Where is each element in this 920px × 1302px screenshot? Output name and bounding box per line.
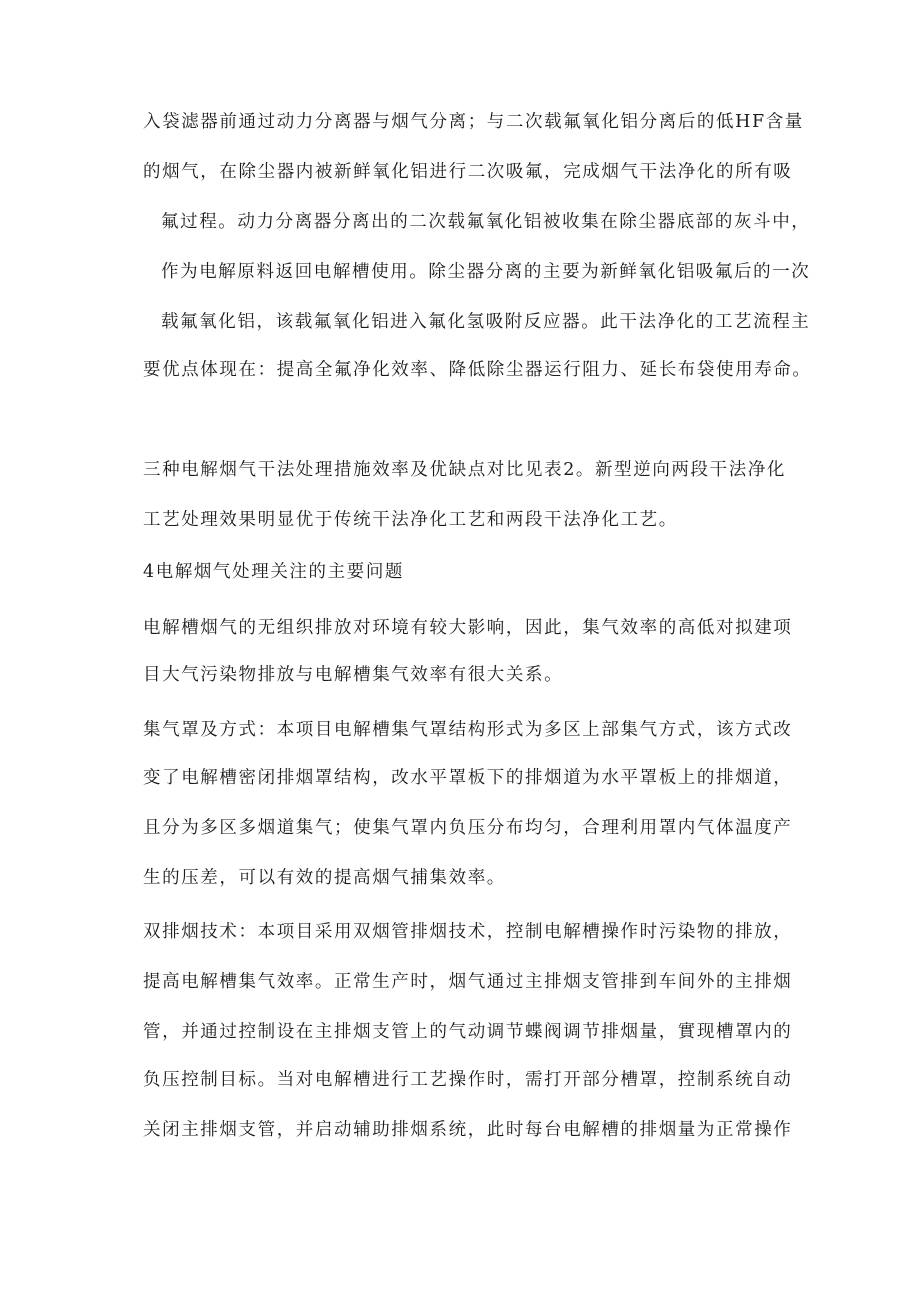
- text-line: 三种电解烟气干法处理措施效率及优缺点对比见表2。新型逆向两段干法净化: [143, 460, 787, 480]
- text-line: 生的压差，可以有效的提高烟气捕集效率。: [143, 868, 506, 888]
- text-line: 关闭主排烟支管，并启动辅助排烟系统，此时每台电解槽的排烟量为正常操作: [143, 1120, 793, 1140]
- text-line: 载氟氧化铝，该载氟氧化铝进入氟化氢吸附反应器。此干法净化的工艺流程主: [161, 312, 811, 332]
- text-line: 目大气污染物排放与电解槽集气效率有很大关系。: [143, 665, 564, 685]
- text-line: 作为电解原料返回电解槽使用。除尘器分离的主要为新鲜氧化铝吸氟后的一次: [161, 262, 811, 282]
- text-line: 工艺处理效果明显优于传统干法净化工艺和两段干法净化工艺。: [143, 510, 678, 530]
- text-line: 变了电解槽密闭排烟罩结构，改水平罩板下的排烟道为水平罩板上的排烟道，: [143, 768, 793, 788]
- text-line: 提高电解槽集气效率。正常生产时，烟气通过主排烟支管排到车间外的主排烟: [143, 972, 793, 992]
- text-line: 要优点体现在：提高全氟净化效率、降低除尘器运行阻力、延长布袋使用寿命。: [143, 360, 812, 380]
- text-line: 电解槽烟气的无组织排放对环境有较大影响，因此，集气效率的高低对拟建项: [143, 618, 793, 638]
- section-heading: 4电解烟气处理关注的主要问题: [143, 562, 405, 582]
- text-line: 双排烟技术：本项目采用双烟管排烟技术，控制电解槽操作时污染物的排放，: [143, 922, 793, 942]
- text-line: 的烟气，在除尘器内被新鲜氧化铝进行二次吸氟，完成烟气干法净化的所有吸: [143, 162, 793, 182]
- text-line: 且分为多区多烟道集气；使集气罩内负压分布均匀，合理利用罩内气体温度产: [143, 818, 793, 838]
- text-line: 入袋滤器前通过动力分离器与烟气分离；与二次载氟氧化铝分离后的低HF含量: [143, 112, 804, 132]
- text-line: 氟过程。动力分离器分离出的二次载氟氧化铝被收集在除尘器底部的灰斗中，: [161, 212, 811, 232]
- text-line: 管，并通过控制设在主排烟支管上的气动调节蝶阀调节排烟量，實现槽罩内的: [143, 1022, 793, 1042]
- text-line: 负压控制目标。当对电解槽进行工艺操作时，需打开部分槽罩，控制系统自动: [143, 1070, 793, 1090]
- text-line: 集气罩及方式：本项目电解槽集气罩结构形式为多区上部集气方式，该方式改: [143, 720, 793, 740]
